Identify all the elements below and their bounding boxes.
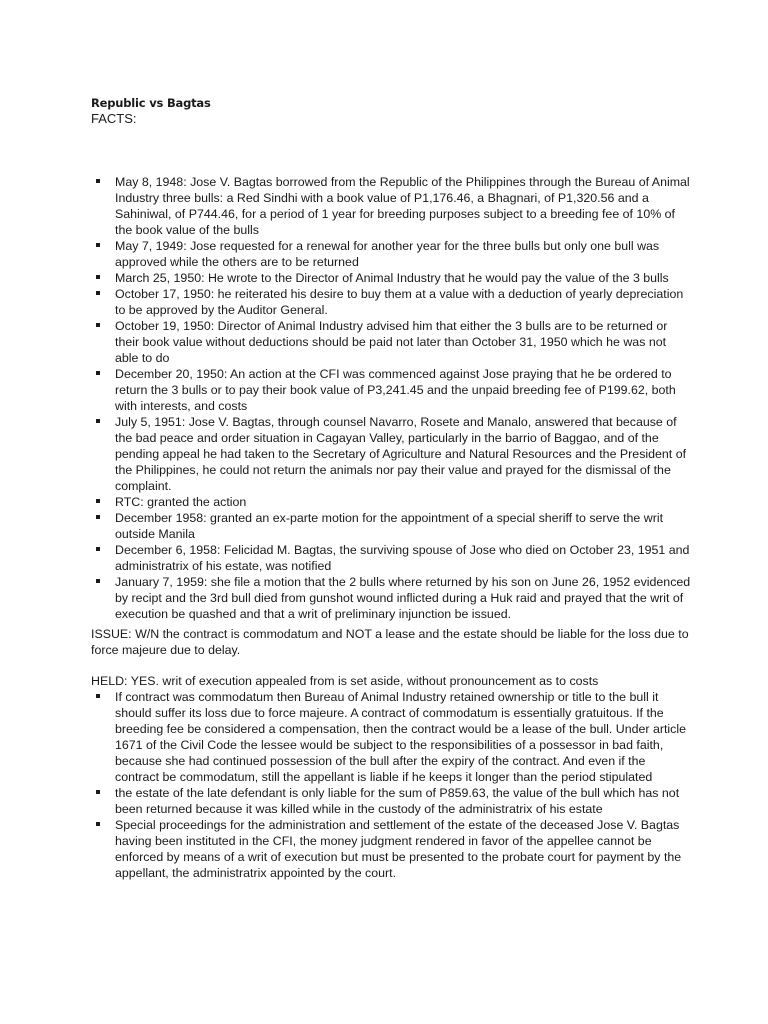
held-item: Special proceedings for the administration and settlement of the estate of the deceased Jose V. Bagtas having been instituted in the CFI, the money judgment rendered in favor of the appellee cannot be enforced by means of a writ of execution but must be presented to the probate court for payment by the appellant, the administratrix appointed by the court. [91, 817, 691, 881]
fact-item: December 20, 1950: An action at the CFI was commenced against Jose praying that he be ordered to return the 3 bulls or to pay their book value of P3,241.45 and the unpaid breeding fee of P199.62, both with interests, and costs [91, 366, 691, 414]
fact-item: October 17, 1950: he reiterated his desire to buy them at a value with a deduction of yearly depreciation to be approved by the Auditor General. [91, 286, 691, 318]
fact-item: May 7, 1949: Jose requested for a renewal for another year for the three bulls but only one bull was approved while the others are to be returned [91, 238, 691, 270]
case-title: Republic vs Bagtas [91, 96, 211, 110]
fact-item: May 8, 1948: Jose V. Bagtas borrowed from the Republic of the Philippines through the Bureau of Animal Industry three bulls: a Red Sindhi with a book value of P1,176.46, a Bhagnari, of P1,320.56 and a Sahiniwal, of P744.46, for a period of 1 year for breeding purposes subject to a breeding fee of 10% of the book value of the bulls [91, 174, 691, 238]
held-paragraph: HELD: YES. writ of execution appealed from is set aside, without pronouncement as to costs [91, 674, 599, 688]
held-item: If contract was commodatum then Bureau of Animal Industry retained ownership or title to the bull it should suffer its loss due to force majeure. A contract of commodatum is essentially gratuitous. If the breeding fee be considered a compensation, then the contract would be a lease of the bull. Under article 1671 of the Civil Code the lessee would be subject to the responsibilities of a possessor in bad faith, because she had continued possession of the bull after the expiry of the contract. And even if the contract be commodatum, still the appellant is liable if he keeps it longer than the period stipulated [91, 689, 691, 785]
issue-paragraph: ISSUE: W/N the contract is commodatum and NOT a lease and the estate should be liable for the loss due to force majeure due to delay. [91, 627, 689, 657]
held-list [91, 689, 691, 881]
fact-item: October 19, 1950: Director of Animal Industry advised him that either the 3 bulls are to be returned or their book value without deductions should be paid not later than October 31, 1950 which he was not able to do [91, 318, 691, 366]
facts-list [91, 174, 691, 622]
facts-heading: FACTS: [91, 111, 137, 126]
fact-item: January 7, 1959: she file a motion that the 2 bulls where returned by his son on June 26, 1952 evidenced by recipt and the 3rd bull died from gunshot wound inflicted during a Huk raid and prayed that the writ of execution be quashed and that a writ of preliminary injunction be issued. [91, 574, 691, 622]
held-item: the estate of the late defendant is only liable for the sum of P859.63, the value of the bull which has not been returned because it was killed while in the custody of the administratrix of his estate [91, 785, 691, 817]
fact-item: December 6, 1958: Felicidad M. Bagtas, the surviving spouse of Jose who died on October 23, 1951 and administratrix of his estate, was notified [91, 542, 691, 574]
fact-item: December 1958: granted an ex-parte motion for the appointment of a special sheriff to serve the writ outside Manila [91, 510, 691, 542]
fact-item: July 5, 1951: Jose V. Bagtas, through counsel Navarro, Rosete and Manalo, answered that because of the bad peace and order situation in Cagayan Valley, particularly in the barrio of Baggao, and of the pending appeal he had taken to the Secretary of Agriculture and Natural Resources and the President of the Philippines, he could not return the animals nor pay their value and prayed for the dismissal of the complaint. [91, 414, 691, 494]
fact-item: March 25, 1950: He wrote to the Director of Animal Industry that he would pay the value of the 3 bulls [91, 270, 691, 286]
fact-item: RTC: granted the action [91, 494, 691, 510]
